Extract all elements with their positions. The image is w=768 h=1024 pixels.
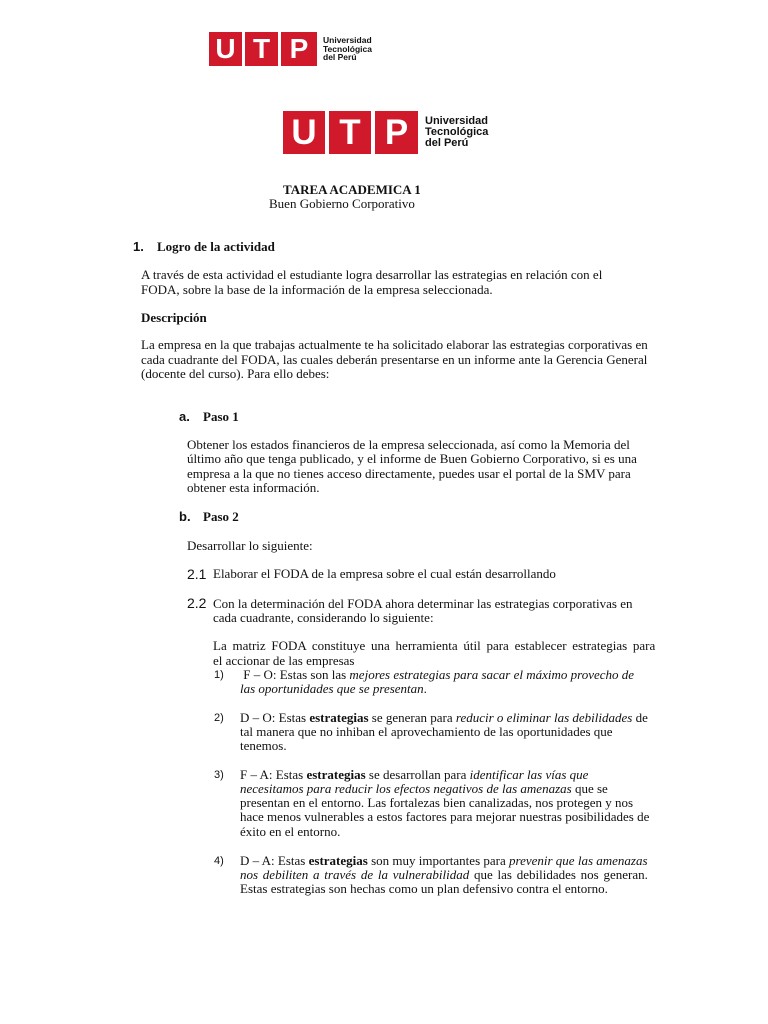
paso2-intro: Desarrollar lo siguiente:	[187, 538, 313, 553]
descripcion-heading: Descripción	[141, 310, 207, 325]
paso1-heading: Paso 1	[203, 409, 239, 424]
strategy-line: presentan en el entorno. Las fortalezas bien canalizadas, nos protegen y nos	[240, 795, 634, 810]
strategy-line: nos debiliten a través de la vulnerabilidad que las debilidades nos generan.	[240, 867, 648, 882]
logo-letter-p: P	[384, 113, 409, 152]
logo-letter-t: T	[339, 113, 361, 152]
paragraph-line: La empresa en la que trabajas actualmente te ha solicitado elaborar las estrategias corporativas en	[141, 337, 648, 352]
paragraph-line: cada cuadrante del FODA, las cuales deberán presentarse en un informe ante la Gerencia General	[141, 352, 648, 367]
matriz-line: La matriz FODA constituye una herramienta útil para establecer estrategias para	[213, 638, 656, 653]
strategy-line: F – A: Estas estrategias se desarrollan para identificar las vías que	[240, 767, 589, 782]
utp-logo-top	[209, 32, 372, 66]
logo-university-name: Universidad Tecnológica del Perú	[425, 115, 489, 149]
strategy-number: 1)	[214, 669, 224, 681]
strategy-number: 4)	[214, 855, 224, 867]
strategy-line: hace menos vulnerables a estos factores para mejorar nuestras posibilidades de	[240, 809, 650, 824]
paragraph-line: Obtener los estados financieros de la empresa seleccionada, así como la Memoria del	[187, 437, 630, 452]
list-letter: b.	[179, 509, 191, 524]
logo-university-name: Universidad Tecnológica del Perú	[323, 35, 372, 63]
matriz-line: el accionar de las empresas	[213, 653, 355, 668]
strategy-line: F – O: Estas son las mejores estrategias para sacar el máximo provecho de	[240, 667, 635, 682]
paragraph-line: empresa a la que no tienes acceso directamente, puedes usar el portal de la SMV para	[187, 466, 631, 481]
paso2-heading: Paso 2	[203, 509, 239, 524]
document-subtitle: Buen Gobierno Corporativo	[269, 196, 415, 211]
strategy-number: 2)	[214, 712, 224, 724]
strategy-number: 3)	[214, 769, 224, 781]
paragraph-line: (docente del curso). Para ello debes:	[141, 366, 330, 381]
item-number: 2.1	[187, 566, 207, 582]
strategy-line: necesitamos para reducir los efectos negativos de las amenazas que se	[240, 781, 608, 796]
paragraph-line: último año que tenga publicado, y el informe de Buen Gobierno Corporativo, si es una	[187, 451, 637, 466]
item-text: cada cuadrante, considerando lo siguiente:	[213, 610, 434, 625]
strategy-line: D – O: Estas estrategias se generan para reducir o eliminar las debilidades de	[240, 710, 648, 725]
strategy-line: D – A: Estas estrategias son muy importantes para prevenir que las amenazas	[240, 853, 648, 868]
strategy-line: Estas estrategias son hechas como un plan defensivo contra el entorno.	[240, 881, 608, 896]
utp-logo-main	[283, 111, 488, 154]
strategy-line: tenemos.	[240, 738, 287, 753]
logo-letter-p: P	[289, 33, 309, 64]
logo-letter-t: T	[252, 33, 271, 64]
strategy-line: las oportunidades que se presentan.	[240, 681, 427, 696]
paragraph-line: FODA, sobre la base de la información de la empresa seleccionada.	[141, 282, 493, 297]
strategy-line: éxito en el entorno.	[240, 824, 341, 839]
item-number: 2.2	[187, 595, 207, 611]
paragraph-line: A través de esta actividad el estudiante logra desarrollar las estrategias en relación con el	[141, 267, 603, 282]
paragraph-line: obtener esta información.	[187, 480, 320, 495]
section-heading: Logro de la actividad	[157, 239, 275, 254]
document-title: TAREA ACADEMICA 1	[283, 182, 421, 197]
logo-letter-u: U	[215, 33, 236, 64]
list-letter: a.	[179, 409, 190, 424]
item-text: Elaborar el FODA de la empresa sobre el cual están desarrollando	[213, 566, 556, 581]
section-number: 1.	[133, 239, 144, 254]
item-text: Con la determinación del FODA ahora determinar las estrategias corporativas en	[213, 596, 633, 611]
logo-letter-u: U	[291, 113, 317, 152]
strategy-line: tal manera que no inhiban el aprovechamiento de las oportunidades que	[240, 724, 613, 739]
